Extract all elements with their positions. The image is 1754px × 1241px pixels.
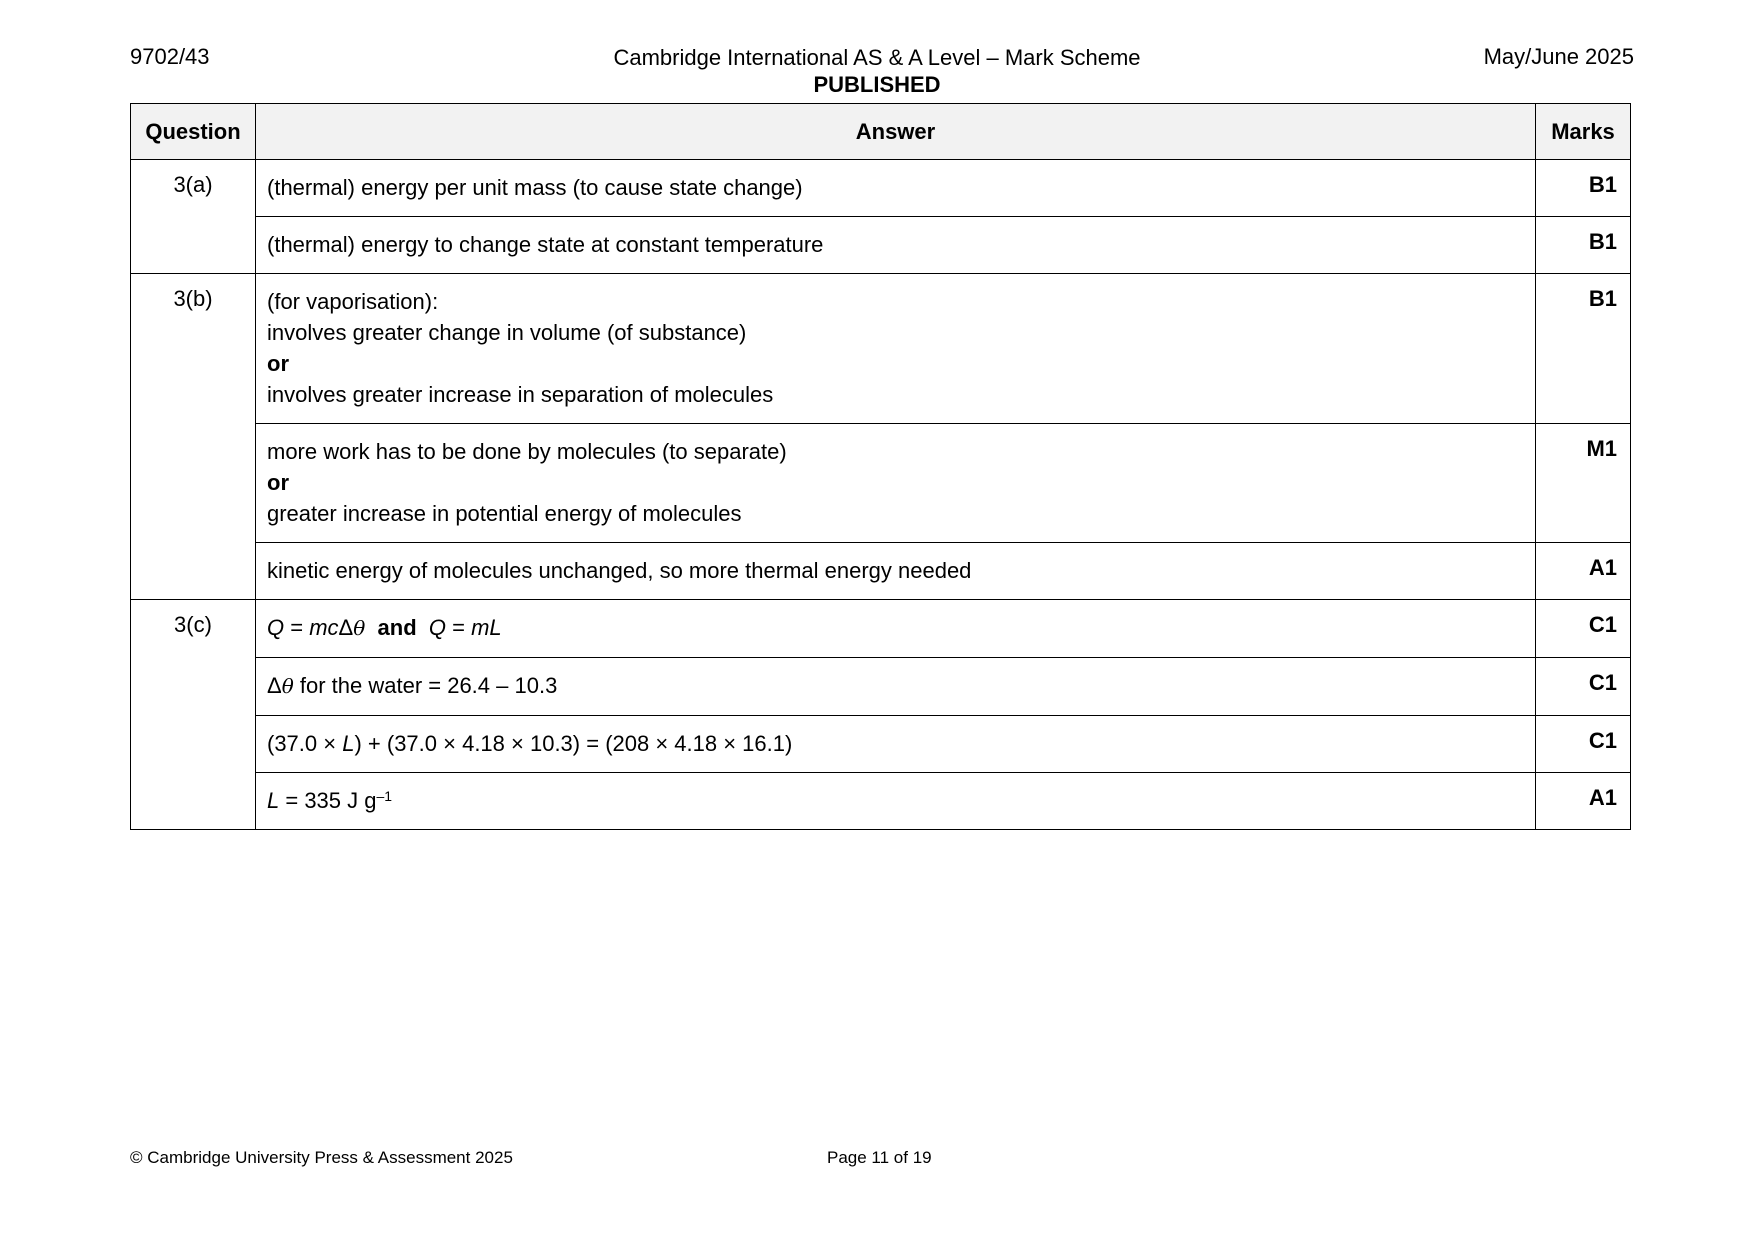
marks-column-header: Marks (1536, 104, 1631, 160)
table-row (131, 773, 1631, 830)
table-row (131, 424, 1631, 543)
table-row (131, 600, 1631, 658)
paper-code: 9702/43 (130, 44, 210, 69)
document-title: Cambridge International AS & A Level – Mark Scheme (613, 45, 1141, 70)
exam-session: May/June 2025 (1483, 44, 1634, 69)
answer-cell (256, 274, 1536, 424)
variable-l: L (342, 731, 355, 756)
mark-cell: A1 (1536, 773, 1631, 830)
mark-cell: C1 (1536, 658, 1631, 716)
table-row (131, 658, 1631, 716)
mark-cell: C1 (1536, 600, 1631, 658)
answer-cell (256, 424, 1536, 543)
mark-cell: B1 (1536, 274, 1631, 424)
answer-line: greater increase in potential energy of molecules (267, 501, 742, 526)
copyright-notice: © Cambridge University Press & Assessment 2025 (130, 1148, 513, 1167)
table-header-row (131, 104, 1631, 160)
answer-line: more work has to be done by molecules (to separate) (267, 439, 787, 464)
answer-cell-equations: Q = mcΔθ and Q = mL (256, 600, 1536, 658)
table-row (131, 274, 1631, 424)
mark-cell: M1 (1536, 424, 1631, 543)
question-column-header: Question (131, 104, 256, 160)
answer-cell-temperature-change: Δθ for the water = 26.4 – 10.3 (256, 658, 1536, 716)
answer-cell: kinetic energy of molecules unchanged, so more thermal energy needed (256, 543, 1536, 600)
mark-cell: A1 (1536, 543, 1631, 600)
table-row (131, 160, 1631, 217)
table-row (131, 716, 1631, 773)
question-number: 3(c) (131, 600, 256, 830)
published-label: PUBLISHED (813, 72, 941, 97)
conjunction-and: and (377, 615, 417, 640)
answer-cell: (thermal) energy to change state at constant temperature (256, 217, 1536, 274)
mark-cell: C1 (1536, 716, 1631, 773)
question-number: 3(b) (131, 274, 256, 600)
answer-cell: (thermal) energy per unit mass (to cause state change) (256, 160, 1536, 217)
answer-line: (for vaporisation): (267, 289, 439, 314)
answer-text: = 335 J g (279, 788, 377, 813)
answer-line: involves greater increase in separation of molecules (267, 382, 774, 407)
answer-text: for the water = 26.4 – 10.3 (293, 673, 558, 698)
variable-l: L (267, 788, 280, 813)
mark-cell: B1 (1536, 160, 1631, 217)
table-row (131, 217, 1631, 274)
answer-text: (37.0 × (267, 731, 343, 756)
alternative-or: or (267, 470, 289, 495)
table-row (131, 543, 1631, 600)
page-number: Page 11 of 19 (827, 1148, 932, 1167)
answer-text: ) + (37.0 × 4.18 × 10.3) = (208 × 4.18 × 16.1) (354, 731, 793, 756)
answer-cell-result (256, 773, 1536, 830)
question-number: 3(a) (131, 160, 256, 274)
alternative-or: or (267, 351, 289, 376)
answer-cell-energy-balance (256, 716, 1536, 773)
answer-column-header: Answer (256, 104, 1536, 160)
mark-scheme-table (130, 103, 1631, 830)
answer-line: involves greater change in volume (of substance) (267, 320, 747, 345)
exponent: –1 (376, 788, 393, 804)
mark-cell: B1 (1536, 217, 1631, 274)
